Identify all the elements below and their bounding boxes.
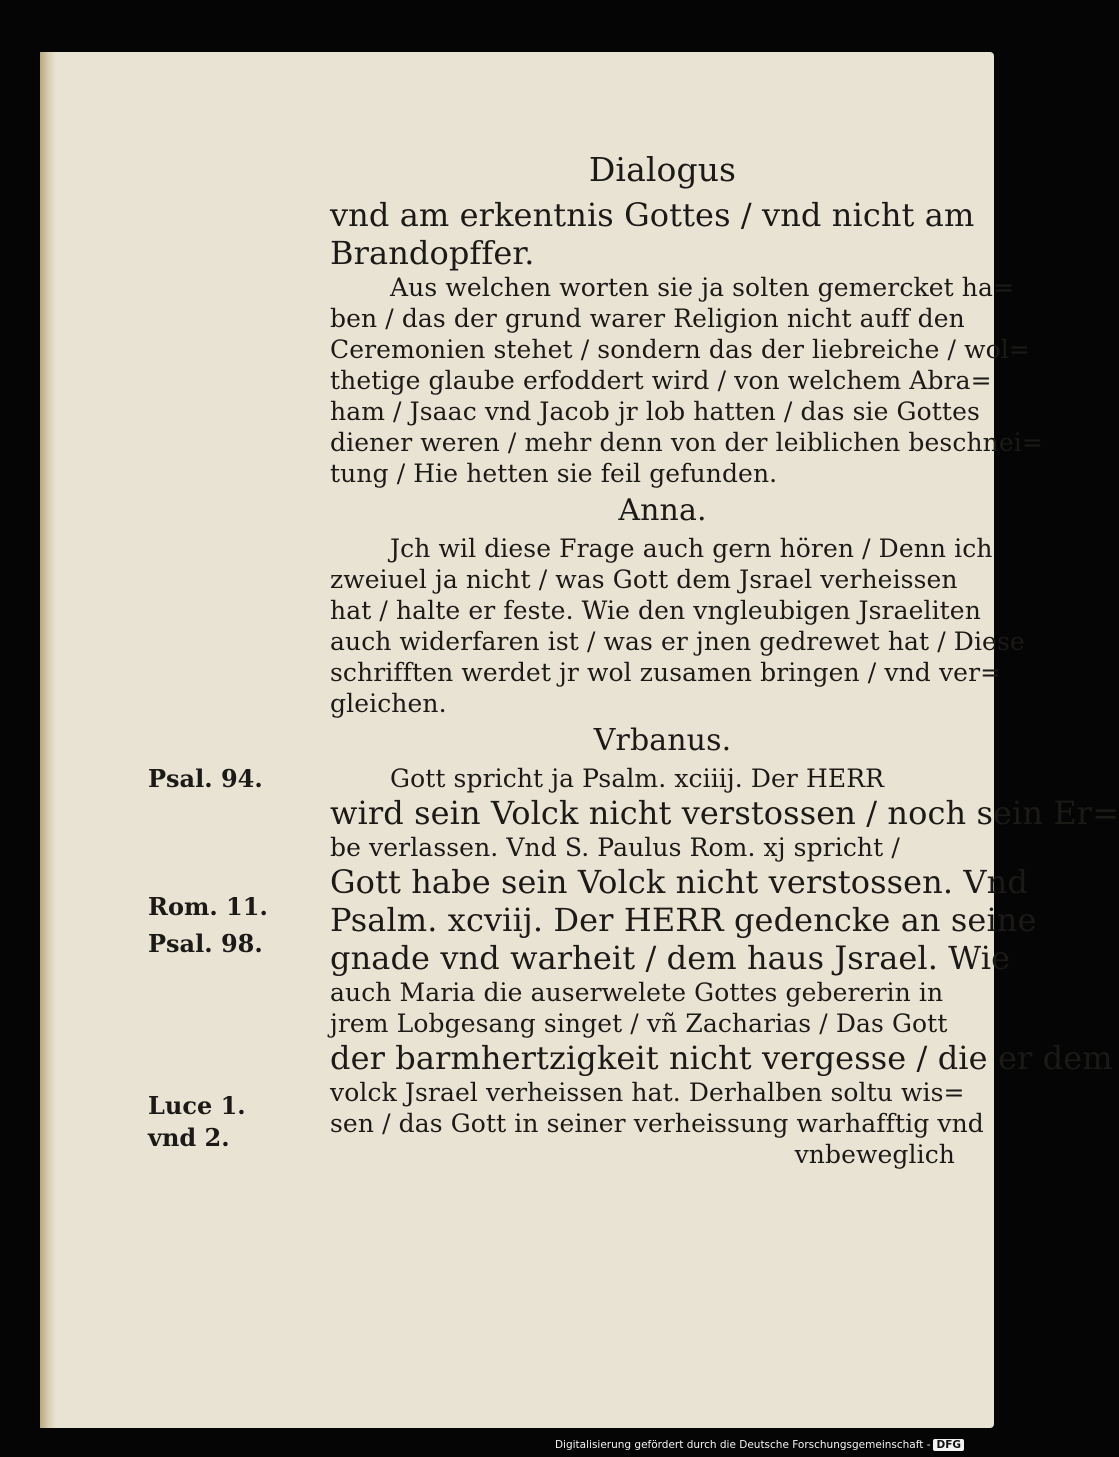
speaker-heading-vrbanus: Vrbanus. xyxy=(593,723,732,758)
dfg-logo: DFG xyxy=(933,1439,964,1451)
text-line: ham / Jsaac vnd Jacob jr lob hatten / das sie Gottes xyxy=(330,397,980,426)
text-line: hat / halte er feste. Wie den vngleubigen Jsraeliten xyxy=(330,596,981,625)
text-line: sen / das Gott in seiner verheissung warhafftig vnd xyxy=(330,1109,984,1138)
text-line: Brandopffer. xyxy=(330,234,535,272)
text-line: be verlassen. Vnd S. Paulus Rom. xj spricht / xyxy=(330,833,900,862)
text-line: der barmhertzigkeit nicht vergesse / die er dem xyxy=(330,1039,1113,1077)
digitization-credit xyxy=(555,1439,964,1451)
text-line: thetige glaube erfoddert wird / von welchem Abra= xyxy=(330,366,992,395)
page-text-block xyxy=(330,144,1119,1170)
margin-note-vnd-2: vnd 2. xyxy=(148,1123,230,1152)
text-line: gleichen. xyxy=(330,689,447,718)
text-line: zweiuel ja nicht / was Gott dem Jsrael verheissen xyxy=(330,565,958,594)
margin-note-psal-94: Psal. 94. xyxy=(148,764,263,793)
text-line: Gott habe sein Volck nicht verstossen. Vnd xyxy=(330,863,1028,901)
text-line: vnd am erkentnis Gottes / vnd nicht am xyxy=(330,196,975,234)
text-line: Jch wil diese Frage auch gern hören / Denn ich xyxy=(390,534,993,563)
speaker-heading-anna: Anna. xyxy=(618,493,707,528)
text-line: gnade vnd warheit / dem haus Jsrael. Wie xyxy=(330,939,1011,977)
text-line: diener weren / mehr denn von der leiblichen beschnei= xyxy=(330,428,1043,457)
margin-note-luce-1: Luce 1. xyxy=(148,1091,246,1120)
text-line: Psalm. xcviij. Der HERR gedencke an seine xyxy=(330,901,1037,939)
text-line: ben / das der grund warer Religion nicht auff den xyxy=(330,304,965,333)
margin-note-psal-98: Psal. 98. xyxy=(148,929,263,958)
text-line: Aus welchen worten sie ja solten gemercket ha= xyxy=(390,273,1015,302)
text-line: jrem Lobgesang singet / vñ Zacharias / Das Gott xyxy=(330,1009,948,1038)
text-line: Gott spricht ja Psalm. xciiij. Der HERR xyxy=(390,764,885,793)
text-line: auch Maria die auserwelete Gottes gebererin in xyxy=(330,978,944,1007)
book-page xyxy=(40,52,1119,1428)
text-line: auch widerfaren ist / was er jnen gedrewet hat / Diese xyxy=(330,627,1025,656)
page-binding-edge xyxy=(40,52,56,1428)
catchword: vnbeweglich xyxy=(794,1140,955,1169)
text-line: volck Jsrael verheissen hat. Derhalben soltu wis= xyxy=(330,1078,965,1107)
text-line: tung / Hie hetten sie feil gefunden. xyxy=(330,459,778,488)
text-line: wird sein Volck nicht verstossen / noch sein Er= xyxy=(330,794,1119,832)
text-line: Ceremonien stehet / sondern das der liebreiche / wol= xyxy=(330,335,1030,364)
margin-note-rom-11: Rom. 11. xyxy=(148,892,268,921)
running-header: Dialogus xyxy=(588,150,737,189)
text-line: schrifften werdet jr wol zusamen bringen / vnd ver= xyxy=(330,658,1002,687)
digitization-credit-text: Digitalisierung gefördert durch die Deutsche Forschungsgemeinschaft - xyxy=(554,1439,931,1451)
